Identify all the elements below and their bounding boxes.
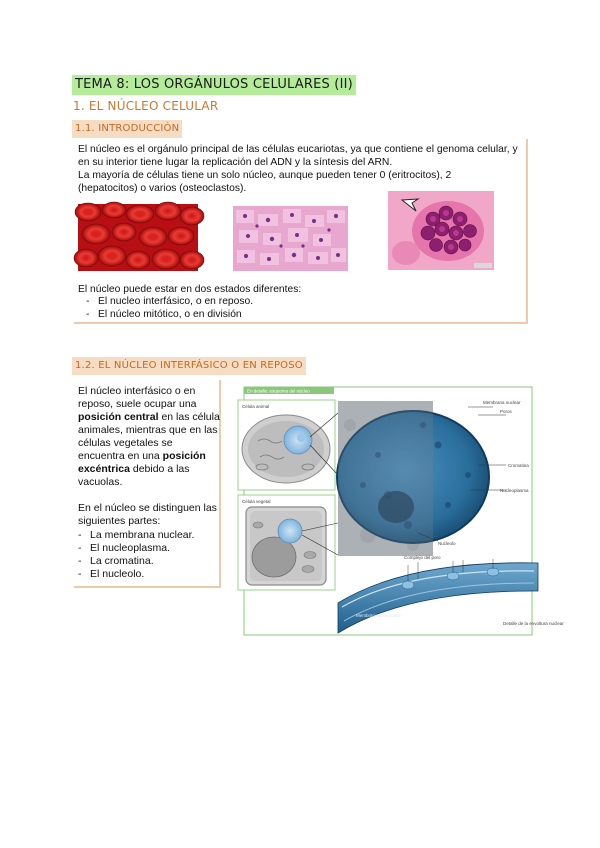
list-item: - El nucleolo.	[78, 568, 145, 580]
label-animal-cell: Célula animal	[242, 404, 270, 409]
label-caption: Detalle de la envoltura nuclear	[503, 621, 564, 626]
label-membrane: Membrana nuclear	[483, 400, 521, 405]
label-nucleolus: Nucleolo	[438, 541, 456, 546]
list-item: - El nucleo interfásico, o en reposo.	[86, 296, 254, 307]
intro-paragraph-3: El núcleo puede estar en dos estados diferentes:	[78, 284, 302, 295]
nucleus-diagram	[238, 385, 564, 641]
list-item: - La membrana nuclear.	[78, 529, 195, 541]
label-nucleoplasm: Nucleoplasma	[500, 488, 529, 493]
intro-paragraph-1: El núcleo es el orgánulo principal de las células eucariotas, ya que contiene el genoma celular, y en su interior tiene lugar la replicación del ADN y la síntesis del ARN.	[78, 144, 518, 168]
label-plant-cell: Célula vegetal	[242, 499, 271, 504]
hepatocytes-image	[233, 206, 348, 271]
list-item: - El nucleoplasma.	[78, 542, 170, 554]
label-chromatin: Cromatina	[508, 463, 529, 468]
interfase-paragraph-1: El núcleo interfásico o en reposo, suele ocupar una posición central en las célula animales, mientras que en las células vegetales se encuentra en una posición excéntrica debido a las vacuolas.	[78, 385, 220, 488]
interfase-paragraph-2: En el núcleo se distinguen las siguientes partes:	[78, 502, 217, 527]
intro-paragraph-2: La mayoría de células tiene un solo núcleo, aunque pueden tener 0 (eritrocitos), 2 (hepatocitos) o varios (osteoclastos).	[78, 170, 452, 194]
page-title: TEMA 8: LOS ORGÁNULOS CELULARES (II)	[72, 75, 356, 95]
list-item: - La cromatina.	[78, 555, 154, 567]
label-perinuclear: Membrana perinuclear	[356, 613, 402, 618]
label-pore: Poros	[500, 409, 512, 414]
nucleus-parts-list	[74, 529, 224, 581]
section-heading-1: 1. EL NÚCLEO CELULAR	[73, 99, 219, 113]
plant-cell-nucleus	[278, 519, 302, 543]
osteoclasts-image	[388, 191, 494, 270]
list-item: - El núcleo mitótico, o en división	[86, 308, 242, 320]
label-pore-complex: Complejo del poro	[404, 555, 441, 560]
subsection-heading-intro: 1.1. INTRODUCCIÓN	[72, 120, 182, 138]
figure-header: En detalle: esquema del núcleo	[247, 388, 310, 394]
subsection-heading-interfase: 1.2. EL NÚCLEO INTERFÁSICO O EN REPOSO	[72, 357, 306, 375]
nucleus-states-list	[78, 296, 478, 321]
erythrocytes-image	[78, 204, 198, 271]
